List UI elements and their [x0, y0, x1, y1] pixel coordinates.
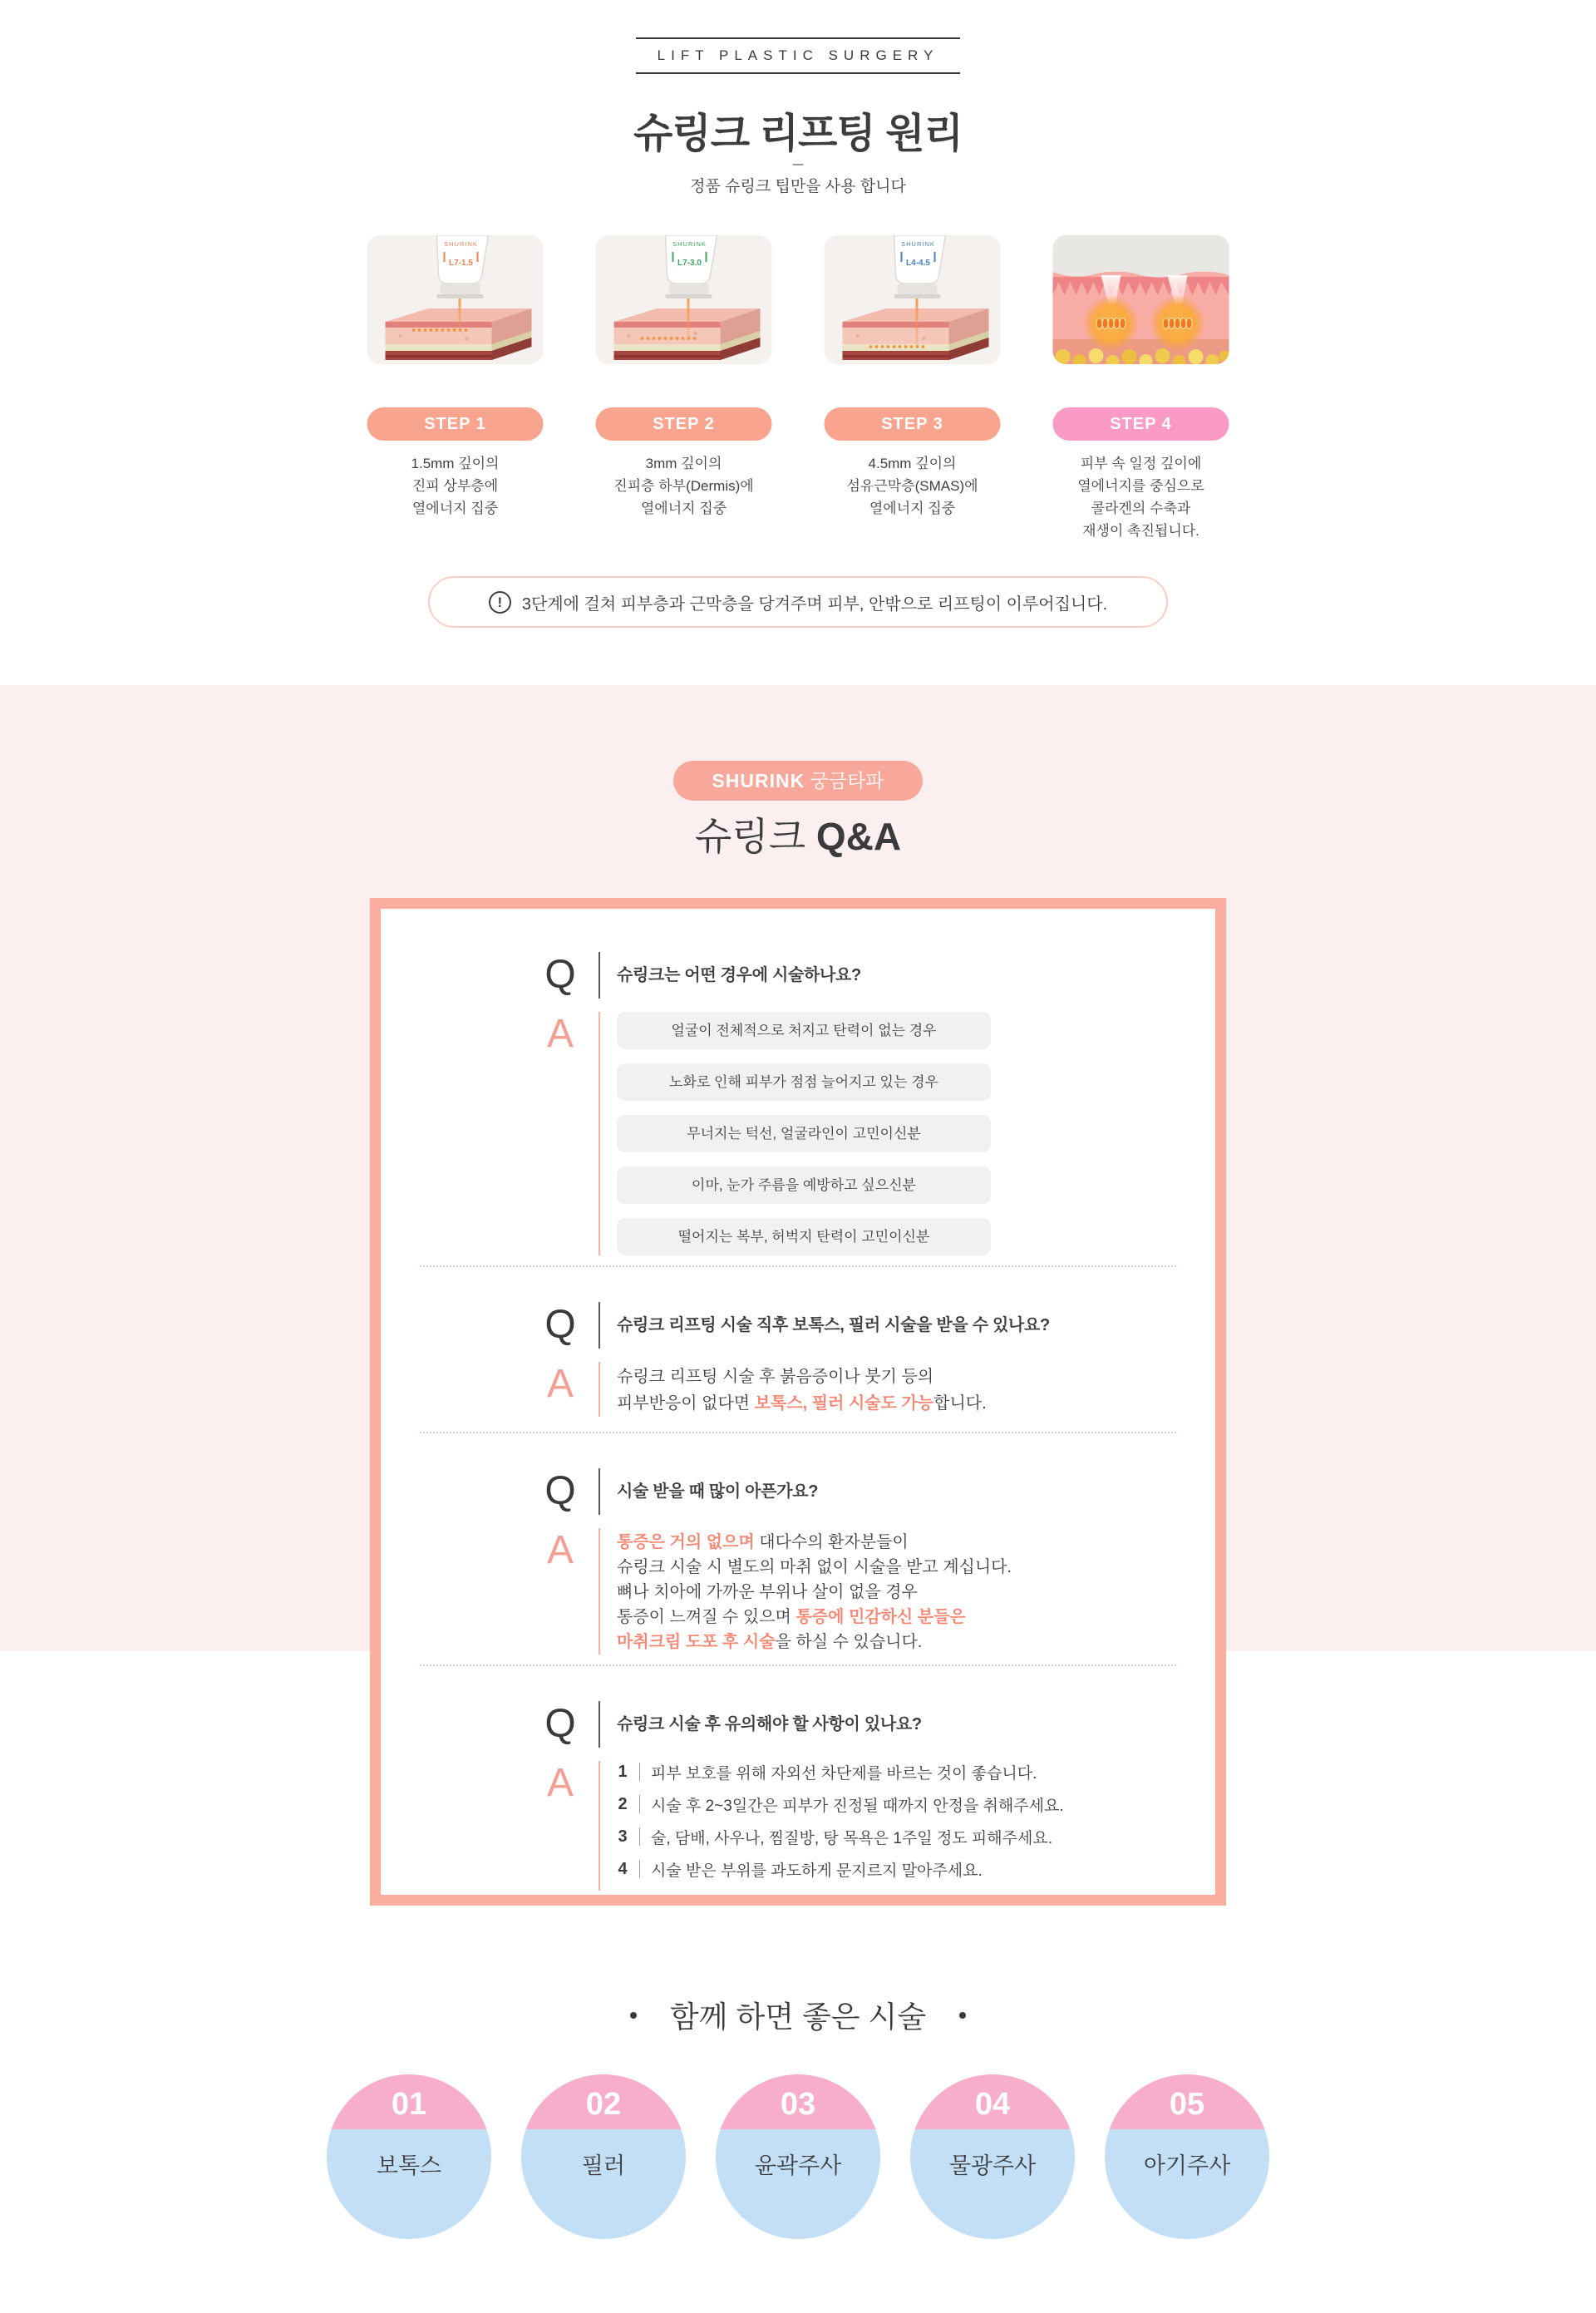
- circle-label: 윤곽주사: [754, 2153, 842, 2178]
- tip-label: L4-4.5: [906, 259, 930, 268]
- tip-label: L7-1.5: [449, 259, 473, 268]
- device-logo-text: SHURINK: [901, 240, 935, 248]
- note-text: 시술 후 2~3일간은 피부가 진정될 때까지 안정을 취해주세요.: [651, 1797, 1064, 1815]
- circle-number: 03: [780, 2087, 816, 2122]
- skin-block-illustration: [825, 235, 1001, 364]
- q-letter: Q: [544, 1469, 576, 1513]
- step-2-column: [596, 235, 772, 542]
- collagen-illustration: [1053, 235, 1229, 364]
- a-letter: A: [546, 1362, 574, 1406]
- a-letter: A: [546, 1761, 574, 1805]
- caution-item: [617, 1761, 1064, 1783]
- a-divider: [598, 1012, 600, 1255]
- q-letter: Q: [544, 1303, 576, 1347]
- circle-label: 물광주사: [948, 2153, 1037, 2178]
- note-text: 술, 담배, 사우나, 찜질방, 탕 목욕은 1주일 정도 피해주세요.: [651, 1829, 1052, 1847]
- dotted-divider: [420, 1265, 1176, 1267]
- highlighted-text: 마취크림 도포 후 시술: [617, 1633, 776, 1651]
- note-divider: [639, 1827, 640, 1846]
- qa-section-title: 슈링크 Q&A: [694, 815, 902, 858]
- notice-banner: [428, 576, 1168, 628]
- highlighted-text: 통증은 거의 없으며: [617, 1533, 755, 1551]
- header: [0, 37, 1596, 74]
- qa-section-badge: SHURINK 궁금타파: [673, 761, 923, 801]
- qa-item-3-question: [539, 1468, 1215, 1515]
- a-letter: A: [546, 1528, 574, 1572]
- caution-list: [617, 1761, 1064, 1891]
- a-letter: A: [546, 1012, 574, 1056]
- qa-item-2-answer: [539, 1362, 1215, 1417]
- dotted-divider: [420, 1664, 1176, 1666]
- qa-item-1-answer: [539, 1012, 1215, 1255]
- step-1-description: 1.5mm 깊이의 진피 상부층에 열에너지 집중: [411, 456, 500, 516]
- q-divider: [598, 952, 600, 999]
- question-text: 슈링크 리프팅 시술 직후 보톡스, 필러 시술을 받을 수 있나요?: [617, 1316, 1050, 1334]
- qa-box: [370, 898, 1226, 1906]
- brand-eyebrow: LIFT PLASTIC SURGERY: [636, 37, 961, 74]
- note-text: 피부 보호를 위해 자외선 차단제를 바르는 것이 좋습니다.: [651, 1764, 1037, 1783]
- skin-block-illustration: [596, 235, 772, 364]
- note-number: 2: [618, 1794, 628, 1813]
- page-subtitle: 정품 슈링크 팁만을 사용 합니다: [690, 178, 906, 195]
- answer-pill: 이마, 눈가 주름을 예방하고 싶으신분: [617, 1166, 991, 1204]
- qa-item-4-question: [539, 1701, 1215, 1748]
- q-letter: Q: [544, 953, 576, 997]
- a-divider: [598, 1761, 600, 1891]
- circle-number: 02: [585, 2087, 622, 2122]
- related-circle-baby-injection[interactable]: [1105, 2074, 1269, 2239]
- step-3-badge: STEP 3: [825, 407, 1001, 441]
- related-circle-contour-injection[interactable]: [716, 2074, 880, 2239]
- step-2-description: 3mm 깊이의 진피층 하부(Dermis)에 열에너지 집중: [613, 456, 754, 516]
- circle-number: 05: [1169, 2087, 1205, 2122]
- caution-item: [617, 1793, 1064, 1815]
- q-divider: [598, 1468, 600, 1515]
- answer-text: 슈링크 리프팅 시술 후 붉음증이나 붓기 등의 피부반응이 없다면 보톡스, 필러 시술도 가능합니다.: [617, 1368, 987, 1413]
- page-title: 슈링크 리프팅 원리: [633, 111, 963, 156]
- question-text: 슈링크 시술 후 유의해야 할 사항이 있나요?: [617, 1715, 922, 1734]
- skin-block-illustration: [367, 235, 544, 364]
- circle-label: 아기주사: [1143, 2153, 1231, 2178]
- dotted-divider: [420, 1432, 1176, 1433]
- note-number: 4: [618, 1859, 628, 1878]
- question-text: 슈링크는 어떤 경우에 시술하나요?: [617, 966, 861, 984]
- step-4-description: 피부 속 일정 깊이에 열에너지를 중심으로 콜라겐의 수축과 재생이 촉진됩니다.: [1077, 456, 1204, 539]
- note-number: 1: [618, 1762, 628, 1781]
- step-4-badge: STEP 4: [1053, 407, 1229, 441]
- related-circle-filler[interactable]: [521, 2074, 686, 2239]
- bullet-dot-left: [630, 2012, 637, 2019]
- circle-label: 보톡스: [376, 2153, 442, 2178]
- answer-pill: 노화로 인해 피부가 점점 늘어지고 있는 경우: [617, 1063, 991, 1101]
- circle-number: 04: [974, 2087, 1011, 2122]
- q-divider: [598, 1701, 600, 1748]
- step-4-image: [1053, 235, 1229, 364]
- step-2-badge: STEP 2: [596, 407, 772, 441]
- qa-item-4-answer: [539, 1761, 1215, 1891]
- a-divider: [598, 1362, 600, 1417]
- related-circle-botox[interactable]: [327, 2074, 491, 2239]
- answer-pill: 얼굴이 전체적으로 처지고 탄력이 없는 경우: [617, 1012, 991, 1049]
- answer-pill: 무너지는 턱선, 얼굴라인이 고민이신분: [617, 1115, 991, 1152]
- answer-text: 통증은 거의 없으며 대다수의 환자분들이 슈링크 시술 시 별도의 마취 없이 시술을 받고 계십니다. 뼈나 치아에 가까운 부위나 살이 없을 경우 통증이 느껴질 수 있으며 통증에 민감하신 분들은 마취크림 도포 후 시술을 하실 수 있습니다.: [617, 1533, 1012, 1651]
- step-3-image: [825, 235, 1001, 364]
- caution-item: [617, 1826, 1064, 1847]
- bullet-dot-right: [959, 2012, 966, 2019]
- caution-item: [617, 1858, 1064, 1880]
- qa-item-2-question: [539, 1302, 1215, 1349]
- related-circle-skin-booster[interactable]: [910, 2074, 1075, 2239]
- circle-number: 01: [391, 2087, 427, 2122]
- step-3-description: 4.5mm 깊이의 섬유근막층(SMAS)에 열에너지 집중: [846, 456, 978, 516]
- exclamation-icon: !: [489, 591, 511, 614]
- highlighted-text: 보톡스, 필러 시술도 가능: [754, 1394, 934, 1413]
- step-1-column: [367, 235, 544, 542]
- title-dash-divider: [793, 164, 804, 165]
- device-logo-text: SHURINK: [444, 240, 478, 248]
- step-3-column: [825, 235, 1001, 542]
- step-1-image: [367, 235, 544, 364]
- note-number: 3: [618, 1827, 628, 1846]
- related-section-title: 함께 하면 좋은 시술: [0, 1994, 1596, 2036]
- question-text: 시술 받을 때 많이 아픈가요?: [617, 1482, 819, 1501]
- step-2-image: [596, 235, 772, 364]
- circle-label: 필러: [581, 2153, 626, 2178]
- tip-label: L7-3.0: [677, 259, 702, 268]
- note-divider: [639, 1795, 640, 1813]
- steps-row: [367, 235, 1229, 542]
- q-letter: Q: [544, 1702, 576, 1746]
- notice-text: 3단계에 걸쳐 피부층과 근막층을 당겨주며 피부, 안밖으로 리프팅이 이루어집니다.: [521, 594, 1108, 614]
- related-procedures-row: [327, 2074, 1269, 2239]
- answer-pill: 떨어지는 복부, 허벅지 탄력이 고민이신분: [617, 1218, 991, 1255]
- note-divider: [639, 1860, 640, 1878]
- qa-item-1-question: [539, 952, 1215, 999]
- answer-pill-list: [617, 1012, 991, 1255]
- qa-item-3-answer: [539, 1528, 1215, 1655]
- a-divider: [598, 1528, 600, 1655]
- note-divider: [639, 1763, 640, 1781]
- highlighted-text: 통증에 민감하신 분들은: [796, 1608, 966, 1626]
- q-divider: [598, 1302, 600, 1349]
- step-4-column: [1053, 235, 1229, 542]
- step-1-badge: STEP 1: [367, 407, 544, 441]
- note-text: 시술 받은 부위를 과도하게 문지르지 말아주세요.: [651, 1862, 983, 1880]
- device-logo-text: SHURINK: [672, 240, 707, 248]
